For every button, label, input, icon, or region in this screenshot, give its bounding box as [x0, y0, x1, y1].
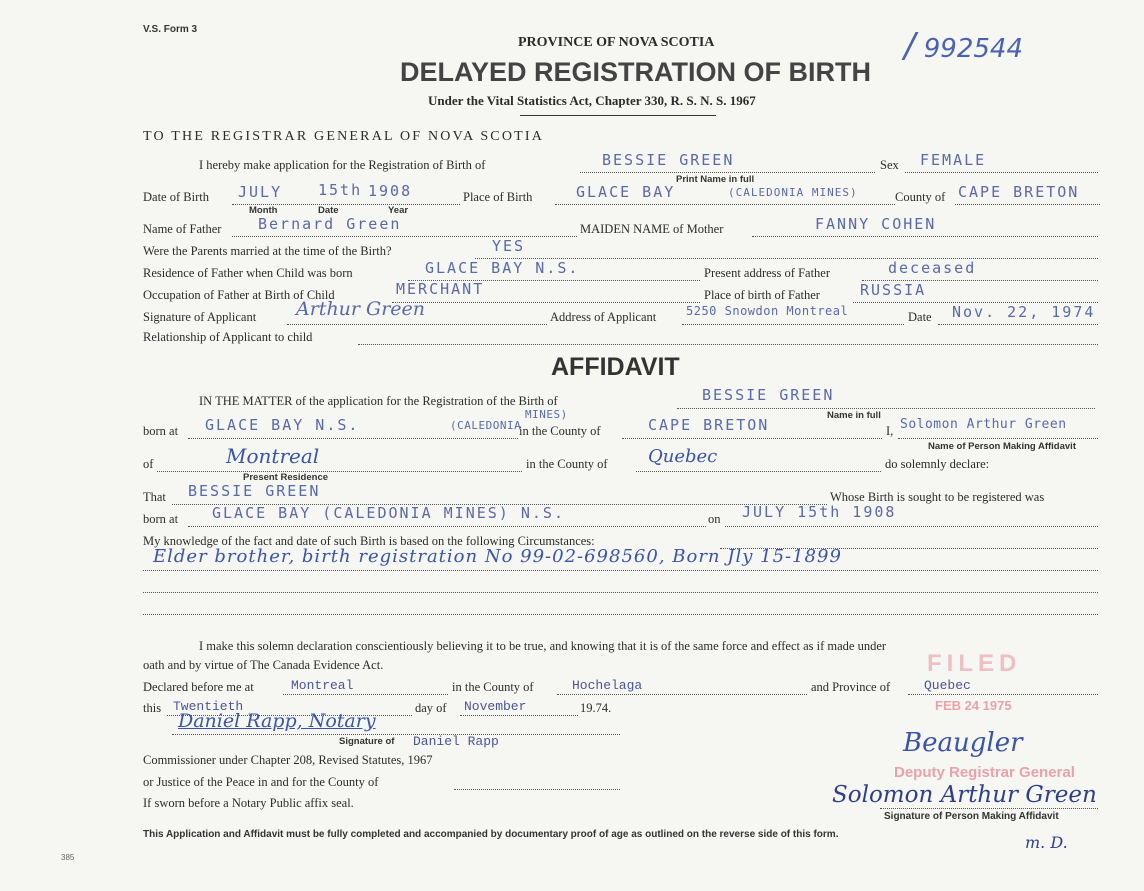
application-date-label: Date: [908, 310, 932, 324]
that-label: That: [143, 490, 166, 504]
place-value: GLACE BAY: [576, 183, 676, 201]
father-birthplace-value: RUSSIA: [860, 281, 927, 299]
name-in-full-caption: Name in full: [827, 410, 881, 421]
place-of-birth-label: Place of Birth: [463, 190, 533, 204]
dob-month-value: JULY: [238, 183, 283, 201]
footer-note: This Application and Affidavit must be fully completed and accompanied by documentary proof of age as outlined on the reverse side of this form.: [143, 829, 839, 840]
knowledge-label: My knowledge of the fact and date of such Birth is based on the following Circumstances:: [143, 534, 595, 548]
sex-label: Sex: [880, 158, 899, 172]
declaration-line-1: I make this solemn declaration conscientiously believing it to be true, and knowing that it is of the same force and effect as if made under: [199, 639, 887, 653]
child-name-value: BESSIE GREEN: [602, 151, 735, 169]
affidavit-county-value: CAPE BRETON: [648, 416, 770, 434]
declared-label: Declared before me at: [143, 680, 254, 694]
that-name-value: BESSIE GREEN: [188, 482, 321, 500]
year-value: 19.74.: [580, 701, 612, 715]
of-label: of: [143, 457, 154, 471]
affidavit-child-name-value: BESSIE GREEN: [702, 386, 835, 404]
father-residence-label: Residence of Father when Child was born: [143, 266, 353, 280]
notary-name-value: Daniel Rapp: [413, 734, 499, 749]
residence-county-label: in the County of: [526, 457, 608, 471]
declared-county-label: in the County of: [452, 680, 534, 694]
present-residence-caption: Present Residence: [243, 472, 329, 483]
parents-married-label: Were the Parents married at the time of the Birth?: [143, 244, 392, 258]
dob-day-value: 15th: [318, 181, 363, 199]
deponent-value: Solomon Arthur Green: [900, 417, 1067, 432]
affidavit-born-at-label: born at: [143, 424, 179, 438]
day-value: Twentieth: [173, 699, 244, 714]
applicant-signature-value: Arthur Green: [296, 298, 426, 320]
declared-county-value: Hochelaga: [572, 678, 643, 693]
applicant-signature-label: Signature of Applicant: [143, 310, 257, 324]
residence-county-value: Quebec: [648, 446, 718, 467]
filed-date-stamp: FEB 24 1975: [935, 698, 1012, 713]
father-occupation-label: Occupation of Father at Birth of Child: [143, 288, 335, 302]
caledonia-raised-value: MINES): [525, 408, 568, 421]
month-caption: Month: [249, 205, 278, 216]
print-code: 385: [61, 853, 75, 862]
filed-stamp: FILED: [927, 650, 1022, 677]
dob-year-value: 1908: [368, 182, 413, 200]
declared-province-value: Quebec: [924, 678, 971, 693]
form-id: V.S. Form 3: [143, 24, 198, 35]
registration-number: / 992544: [904, 26, 1023, 66]
father-name-label: Name of Father: [143, 222, 222, 236]
footer-initials: m. D.: [1025, 833, 1068, 852]
title-rule: [520, 115, 716, 116]
province-heading: PROVINCE OF NOVA SCOTIA: [518, 35, 715, 50]
do-solemnly-label: do solemnly declare:: [885, 457, 990, 471]
circumstances-value: Elder brother, birth registration No 99-02-698560, Born Jly 15-1899: [153, 546, 842, 567]
page-title: DELAYED REGISTRATION OF BIRTH: [400, 57, 872, 87]
signature-person-caption: Signature of Person Making Affidavit: [884, 811, 1059, 822]
applicant-address-label: Address of Applicant: [550, 310, 657, 324]
parents-married-value: YES: [492, 237, 526, 255]
i-label: I,: [886, 424, 894, 438]
application-date-value: Nov. 22, 1974: [952, 303, 1096, 321]
day-of-label: day of: [415, 701, 447, 715]
born-at-label-2: born at: [143, 512, 179, 526]
commissioner-label: Commissioner under Chapter 208, Revised Statutes, 1967: [143, 753, 433, 767]
born-full-value: GLACE BAY (CALEDONIA MINES) N.S.: [212, 504, 565, 522]
subtitle: Under the Vital Statistics Act, Chapter 330, R. S. N. S. 1967: [428, 93, 756, 108]
name-person-affidavit-caption: Name of Person Making Affidavit: [928, 441, 1076, 452]
place-note-value: (CALEDONIA MINES): [728, 186, 858, 199]
deputy-signature: Beaugler: [903, 728, 1023, 758]
mother-maiden-label: MAIDEN NAME of Mother: [580, 222, 724, 236]
affidavit-born-place-value: GLACE BAY N.S.: [205, 416, 360, 434]
father-present-address-value: deceased: [888, 259, 977, 277]
whose-birth-label: Whose Birth is sought to be registered was: [830, 490, 1045, 504]
year-caption: Year: [388, 205, 409, 216]
month-value: November: [464, 699, 527, 714]
notary-signature: Daniel Rapp, Notary: [178, 710, 376, 732]
declared-at-value: Montreal: [291, 678, 354, 693]
applicant-address-value: 5250 Snowdon Montreal: [686, 304, 849, 318]
on-label: on: [708, 512, 721, 526]
father-occupation-value: MERCHANT: [396, 280, 485, 298]
residence-value: Montreal: [226, 444, 320, 468]
print-name-caption: Print Name in full: [676, 174, 755, 185]
this-label: this: [143, 701, 162, 715]
caledonia-inline-value: (CALEDONIA: [450, 419, 522, 432]
deponent-signature: Solomon Arthur Green: [832, 782, 1097, 808]
father-residence-value: GLACE BAY N.S.: [425, 259, 580, 277]
relationship-label: Relationship of Applicant to child: [143, 330, 313, 344]
mother-maiden-value: FANNY COHEN: [815, 215, 937, 233]
born-date-value: JULY 15th 1908: [742, 503, 897, 521]
county-label: County of: [895, 190, 946, 204]
date-caption: Date: [318, 205, 339, 216]
signature-of-caption: Signature of: [339, 736, 395, 747]
sex-value: FEMALE: [920, 151, 987, 169]
application-label: I hereby make application for the Registration of Birth of: [199, 158, 486, 172]
affidavit-county-label: in the County of: [519, 424, 601, 438]
father-birthplace-label: Place of birth of Father: [704, 288, 820, 302]
affidavit-matter-label: IN THE MATTER of the application for the Registration of the Birth of: [199, 394, 558, 408]
declaration-line-2: oath and by virtue of The Canada Evidence Act.: [143, 658, 384, 672]
affidavit-heading: AFFIDAVIT: [551, 353, 680, 381]
county-value: CAPE BRETON: [958, 183, 1080, 201]
father-name-value: Bernard Green: [258, 215, 402, 233]
dob-label: Date of Birth: [143, 190, 209, 204]
notary-seal-label: If sworn before a Notary Public affix seal.: [143, 796, 354, 810]
deputy-registrar-stamp: Deputy Registrar General: [894, 764, 1075, 781]
father-present-address-label: Present address of Father: [704, 266, 831, 280]
province-label: and Province of: [811, 680, 891, 694]
to-registrar-line: TO THE REGISTRAR GENERAL OF NOVA SCOTIA: [143, 129, 545, 144]
justice-label: or Justice of the Peace in and for the County of: [143, 775, 379, 789]
